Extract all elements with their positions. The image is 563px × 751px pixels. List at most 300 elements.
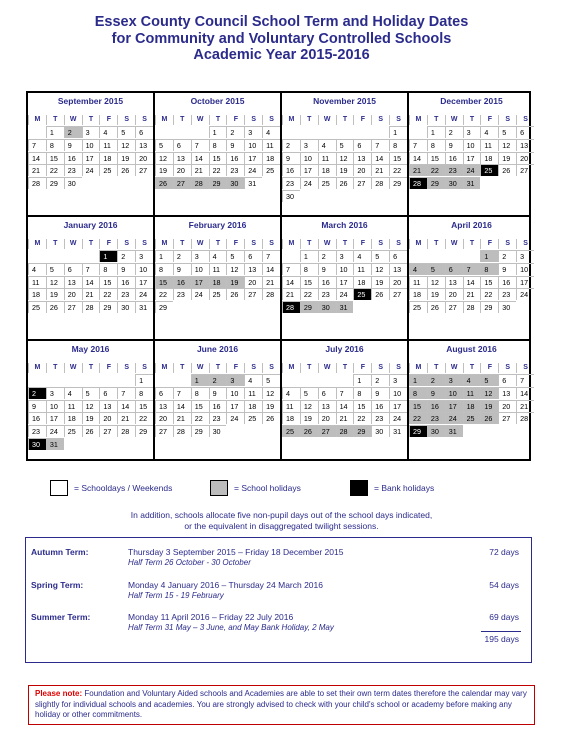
day-cell: 8 [353, 387, 371, 399]
day-cell: 13 [135, 139, 153, 151]
day-cell: 16 [445, 152, 463, 164]
holiday-day-cell: 17 [445, 400, 463, 412]
weekday-header: W [318, 115, 336, 125]
weekday-header: F [226, 363, 244, 373]
month-title: November 2015 [313, 96, 376, 106]
holiday-day-cell: 2 [209, 374, 227, 386]
weekday-header: T [46, 115, 64, 125]
day-cell: 25 [244, 412, 262, 424]
day-cell: 9 [226, 139, 244, 151]
day-cell: 9 [371, 387, 389, 399]
day-cell: 26 [427, 301, 445, 313]
day-cell: 13 [389, 263, 407, 275]
weekday-header: F [353, 115, 371, 125]
day-cell: 2 [173, 250, 191, 262]
spring-half-term: Half Term 15 - 19 February [128, 591, 224, 600]
spring-term-days: 54 days [489, 580, 519, 590]
day-cell: 8 [135, 387, 153, 399]
day-cell: 22 [191, 412, 209, 424]
day-cell: 17 [300, 164, 318, 176]
day-cell: 4 [99, 126, 117, 138]
day-cell: 13 [498, 387, 516, 399]
day-cell: 16 [498, 276, 516, 288]
day-cell: 20 [353, 164, 371, 176]
day-cell: 7 [409, 139, 427, 151]
legend-bank-label: = Bank holidays [374, 483, 435, 493]
day-cell: 20 [244, 276, 262, 288]
weekday-header: M [28, 363, 46, 373]
month-block [282, 217, 407, 339]
day-cell: 21 [82, 288, 100, 300]
day-cell: 30 [64, 177, 82, 189]
month-title: January 2016 [63, 220, 118, 230]
day-cell: 13 [445, 276, 463, 288]
day-cell: 9 [282, 152, 300, 164]
weekday-header: F [99, 115, 117, 125]
holiday-day-cell: 23 [427, 412, 445, 424]
weekday-header: T [46, 363, 64, 373]
day-cell: 15 [209, 152, 227, 164]
day-cell: 23 [117, 288, 135, 300]
weekday-header: S [135, 363, 153, 373]
weekday-header: F [353, 363, 371, 373]
day-cell: 24 [191, 288, 209, 300]
day-cell: 28 [371, 177, 389, 189]
day-cell: 4 [353, 250, 371, 262]
holiday-day-cell: 1 [191, 374, 209, 386]
holiday-day-cell: 3 [445, 374, 463, 386]
day-cell: 13 [64, 276, 82, 288]
day-cell: 5 [155, 139, 173, 151]
page-title [0, 14, 563, 64]
weekday-header: S [498, 239, 516, 249]
weekday-header: M [155, 363, 173, 373]
day-cell: 26 [82, 425, 100, 437]
day-cell: 3 [336, 250, 354, 262]
day-cell: 29 [191, 425, 209, 437]
day-cell: 7 [282, 263, 300, 275]
holiday-day-cell: 1 [480, 250, 498, 262]
weekday-header: W [318, 239, 336, 249]
weekday-header: W [445, 115, 463, 125]
day-cell: 18 [262, 152, 280, 164]
holiday-day-cell: 23 [445, 164, 463, 176]
bank-holiday-day-cell: 25 [480, 164, 498, 176]
day-cell: 20 [318, 412, 336, 424]
day-cell: 14 [28, 152, 46, 164]
weekday-header: S [244, 115, 262, 125]
month-block [409, 93, 534, 215]
day-cell: 6 [498, 374, 516, 386]
day-cell: 9 [117, 263, 135, 275]
weekday-header: S [117, 239, 135, 249]
day-cell: 2 [498, 250, 516, 262]
day-cell: 10 [135, 263, 153, 275]
month-block [28, 93, 153, 215]
day-cell: 28 [28, 177, 46, 189]
month-title: July 2016 [325, 344, 364, 354]
day-cell: 27 [64, 301, 82, 313]
day-cell: 29 [46, 177, 64, 189]
weekday-header: S [516, 363, 534, 373]
day-cell: 14 [463, 276, 481, 288]
day-cell: 9 [318, 263, 336, 275]
day-cell: 23 [226, 164, 244, 176]
holiday-day-cell: 2 [64, 126, 82, 138]
day-cell: 7 [82, 263, 100, 275]
day-cell: 17 [389, 400, 407, 412]
day-cell: 25 [409, 301, 427, 313]
month-block [155, 93, 280, 215]
weekday-header: T [46, 239, 64, 249]
day-cell: 10 [300, 152, 318, 164]
day-cell: 9 [64, 139, 82, 151]
month-block [282, 341, 407, 463]
day-cell: 11 [409, 276, 427, 288]
bank-holiday-day-cell: 29 [409, 425, 427, 437]
day-cell: 21 [516, 400, 534, 412]
day-cell: 7 [336, 387, 354, 399]
weekday-header: T [463, 363, 481, 373]
month-block [155, 217, 280, 339]
day-cell: 15 [389, 152, 407, 164]
day-cell: 6 [173, 139, 191, 151]
day-cell: 19 [336, 164, 354, 176]
day-cell: 16 [64, 152, 82, 164]
day-cell: 1 [389, 126, 407, 138]
spring-term-label: Spring Term: [31, 580, 84, 590]
day-cell: 21 [262, 276, 280, 288]
day-cell: 19 [498, 152, 516, 164]
day-cell: 26 [226, 288, 244, 300]
day-cell: 17 [226, 400, 244, 412]
weekday-header: W [318, 363, 336, 373]
day-cell: 21 [282, 288, 300, 300]
day-cell: 24 [46, 425, 64, 437]
month-title: October 2015 [190, 96, 245, 106]
day-cell: 22 [353, 412, 371, 424]
weekday-header: S [262, 115, 280, 125]
weekday-header: S [516, 239, 534, 249]
summer-term-dates: Monday 11 April 2016 – Friday 22 July 2016 [128, 612, 294, 622]
day-cell: 21 [371, 164, 389, 176]
day-cell: 23 [371, 412, 389, 424]
title-line-3: Academic Year 2015-2016 [193, 47, 370, 63]
day-cell: 26 [46, 301, 64, 313]
day-cell: 17 [463, 152, 481, 164]
day-cell: 14 [282, 276, 300, 288]
day-cell: 26 [336, 177, 354, 189]
day-cell: 4 [64, 387, 82, 399]
day-cell: 25 [262, 164, 280, 176]
weekday-header: F [99, 363, 117, 373]
weekday-header: M [282, 239, 300, 249]
day-cell: 14 [371, 152, 389, 164]
day-cell: 4 [28, 263, 46, 275]
holiday-day-cell: 29 [300, 301, 318, 313]
day-cell: 28 [516, 412, 534, 424]
day-cell: 25 [28, 301, 46, 313]
holiday-day-cell: 22 [427, 164, 445, 176]
please-note-text: Foundation and Voluntary Aided schools and Academies are able to set their own term dates therefore the calendar may vary slightly for individual schools and academies. You are strongly advised to check with your child's school or academy before making any holiday or other commitments. [35, 689, 527, 719]
day-cell: 8 [427, 139, 445, 151]
day-cell: 16 [318, 276, 336, 288]
weekday-header: W [64, 239, 82, 249]
day-cell: 11 [318, 152, 336, 164]
day-cell: 19 [262, 400, 280, 412]
day-cell: 25 [64, 425, 82, 437]
bank-holiday-day-cell: 1 [99, 250, 117, 262]
day-cell: 11 [282, 400, 300, 412]
day-cell: 11 [28, 276, 46, 288]
weekday-header: F [99, 239, 117, 249]
day-cell: 15 [135, 400, 153, 412]
day-cell: 4 [318, 139, 336, 151]
day-cell: 12 [226, 263, 244, 275]
day-cell: 9 [498, 263, 516, 275]
column-divider [153, 93, 155, 459]
weekday-header: M [155, 115, 173, 125]
day-cell: 14 [262, 263, 280, 275]
day-cell: 6 [244, 250, 262, 262]
day-cell: 6 [135, 126, 153, 138]
holiday-day-cell: 25 [463, 412, 481, 424]
day-cell: 6 [318, 387, 336, 399]
day-cell: 25 [209, 288, 227, 300]
day-cell: 27 [389, 288, 407, 300]
weekday-header: S [262, 363, 280, 373]
day-cell: 28 [82, 301, 100, 313]
day-cell: 20 [516, 152, 534, 164]
weekday-header: W [191, 363, 209, 373]
autumn-half-term: Half Term 26 October - 30 October [128, 558, 251, 567]
day-cell: 8 [191, 387, 209, 399]
holiday-day-cell: 26 [155, 177, 173, 189]
day-cell: 30 [117, 301, 135, 313]
holiday-day-cell: 31 [46, 438, 64, 450]
day-cell: 6 [516, 126, 534, 138]
day-cell: 30 [371, 425, 389, 437]
month-title: August 2016 [446, 344, 497, 354]
day-cell: 10 [191, 263, 209, 275]
day-cell: 12 [300, 400, 318, 412]
row-divider [28, 215, 529, 217]
day-cell: 22 [135, 412, 153, 424]
day-cell: 22 [209, 164, 227, 176]
month-title: May 2016 [71, 344, 110, 354]
weekday-header: F [353, 239, 371, 249]
day-cell: 6 [64, 263, 82, 275]
day-cell: 3 [389, 374, 407, 386]
day-cell: 6 [353, 139, 371, 151]
month-block [409, 341, 534, 463]
month-title: June 2016 [196, 344, 239, 354]
day-cell: 29 [155, 301, 173, 313]
holiday-day-cell: 4 [409, 263, 427, 275]
day-cell: 19 [82, 412, 100, 424]
day-cell: 2 [371, 374, 389, 386]
day-cell: 9 [28, 400, 46, 412]
day-cell: 19 [155, 164, 173, 176]
holiday-day-cell: 3 [226, 374, 244, 386]
holiday-day-cell: 25 [282, 425, 300, 437]
day-cell: 27 [498, 412, 516, 424]
day-cell: 1 [427, 126, 445, 138]
day-cell: 20 [445, 288, 463, 300]
day-cell: 7 [173, 387, 191, 399]
weekday-header: T [209, 115, 227, 125]
weekday-header: M [282, 115, 300, 125]
day-cell: 3 [82, 126, 100, 138]
weekday-header: M [155, 239, 173, 249]
month-block [28, 341, 153, 463]
day-cell: 2 [445, 126, 463, 138]
weekday-header: M [28, 239, 46, 249]
day-cell: 24 [82, 164, 100, 176]
please-note-label: Please note: [35, 689, 83, 698]
weekday-header: W [445, 363, 463, 373]
day-cell: 30 [209, 425, 227, 437]
weekday-header: F [480, 363, 498, 373]
day-cell: 15 [46, 152, 64, 164]
day-cell: 21 [117, 412, 135, 424]
holiday-day-cell: 5 [480, 374, 498, 386]
weekday-header: S [135, 239, 153, 249]
holiday-day-cell: 30 [427, 425, 445, 437]
day-cell: 10 [226, 387, 244, 399]
weekday-header: S [389, 363, 407, 373]
holiday-day-cell: 18 [209, 276, 227, 288]
please-note-box [28, 685, 535, 725]
day-cell: 13 [516, 139, 534, 151]
day-cell: 7 [516, 374, 534, 386]
day-cell: 24 [516, 288, 534, 300]
holiday-day-cell: 28 [191, 177, 209, 189]
weekday-header: W [445, 239, 463, 249]
day-cell: 5 [226, 250, 244, 262]
day-cell: 8 [389, 139, 407, 151]
holiday-day-cell: 29 [209, 177, 227, 189]
day-cell: 13 [244, 263, 262, 275]
day-cell: 14 [117, 400, 135, 412]
weekday-header: T [173, 363, 191, 373]
day-cell: 26 [117, 164, 135, 176]
day-cell: 8 [209, 139, 227, 151]
day-cell: 11 [262, 139, 280, 151]
day-cell: 22 [300, 288, 318, 300]
day-cell: 31 [389, 425, 407, 437]
day-cell: 18 [409, 288, 427, 300]
day-cell: 22 [480, 288, 498, 300]
day-cell: 11 [480, 139, 498, 151]
day-cell: 11 [353, 263, 371, 275]
day-cell: 6 [155, 387, 173, 399]
day-cell: 18 [318, 164, 336, 176]
bank-holiday-day-cell: 30 [28, 438, 46, 450]
day-cell: 6 [389, 250, 407, 262]
day-cell: 10 [244, 139, 262, 151]
day-cell: 14 [82, 276, 100, 288]
month-title: February 2016 [188, 220, 247, 230]
holiday-day-cell: 8 [480, 263, 498, 275]
summer-term-label: Summer Term: [31, 612, 91, 622]
holiday-day-cell: 7 [463, 263, 481, 275]
day-cell: 16 [117, 276, 135, 288]
day-cell: 13 [155, 400, 173, 412]
day-cell: 27 [135, 164, 153, 176]
day-cell: 4 [262, 126, 280, 138]
day-cell: 22 [46, 164, 64, 176]
day-cell: 23 [498, 288, 516, 300]
month-title: April 2016 [451, 220, 492, 230]
bank-holiday-day-cell: 2 [28, 387, 46, 399]
day-cell: 15 [191, 400, 209, 412]
holiday-day-cell: 30 [318, 301, 336, 313]
day-cell: 29 [135, 425, 153, 437]
day-cell: 1 [46, 126, 64, 138]
holiday-day-cell: 30 [445, 177, 463, 189]
day-cell: 23 [173, 288, 191, 300]
day-cell: 3 [244, 126, 262, 138]
day-cell: 20 [173, 164, 191, 176]
weekday-header: M [409, 115, 427, 125]
weekday-header: S [262, 239, 280, 249]
day-cell: 5 [82, 387, 100, 399]
day-cell: 3 [516, 250, 534, 262]
day-cell: 8 [99, 263, 117, 275]
legend-schooldays-label: = Schooldays / Weekends [74, 483, 173, 493]
day-cell: 4 [209, 250, 227, 262]
holiday-day-cell: 8 [409, 387, 427, 399]
total-days: 195 days [484, 634, 519, 644]
day-cell: 26 [498, 164, 516, 176]
day-cell: 18 [244, 400, 262, 412]
day-cell: 25 [318, 177, 336, 189]
day-cell: 19 [46, 288, 64, 300]
day-cell: 11 [209, 263, 227, 275]
day-cell: 30 [498, 301, 516, 313]
day-cell: 27 [155, 425, 173, 437]
day-cell: 17 [82, 152, 100, 164]
day-cell: 28 [173, 425, 191, 437]
holiday-day-cell: 19 [480, 400, 498, 412]
day-cell: 1 [135, 374, 153, 386]
holiday-day-cell: 6 [445, 263, 463, 275]
day-cell: 20 [389, 276, 407, 288]
holiday-day-cell: 12 [480, 387, 498, 399]
day-cell: 10 [82, 139, 100, 151]
holiday-day-cell: 28 [336, 425, 354, 437]
day-cell: 1 [353, 374, 371, 386]
bank-holiday-day-cell: 28 [282, 301, 300, 313]
day-cell: 18 [282, 412, 300, 424]
day-cell: 17 [516, 276, 534, 288]
day-cell: 12 [427, 276, 445, 288]
holiday-day-cell: 21 [409, 164, 427, 176]
day-cell: 1 [155, 250, 173, 262]
holiday-day-cell: 11 [463, 387, 481, 399]
weekday-header: S [389, 115, 407, 125]
weekday-header: F [226, 239, 244, 249]
day-cell: 14 [191, 152, 209, 164]
weekday-header: T [82, 239, 100, 249]
day-cell: 19 [427, 288, 445, 300]
day-cell: 7 [371, 139, 389, 151]
schooldays-swatch [50, 480, 68, 496]
month-block [155, 341, 280, 463]
holiday-day-cell: 18 [463, 400, 481, 412]
day-cell: 26 [262, 412, 280, 424]
